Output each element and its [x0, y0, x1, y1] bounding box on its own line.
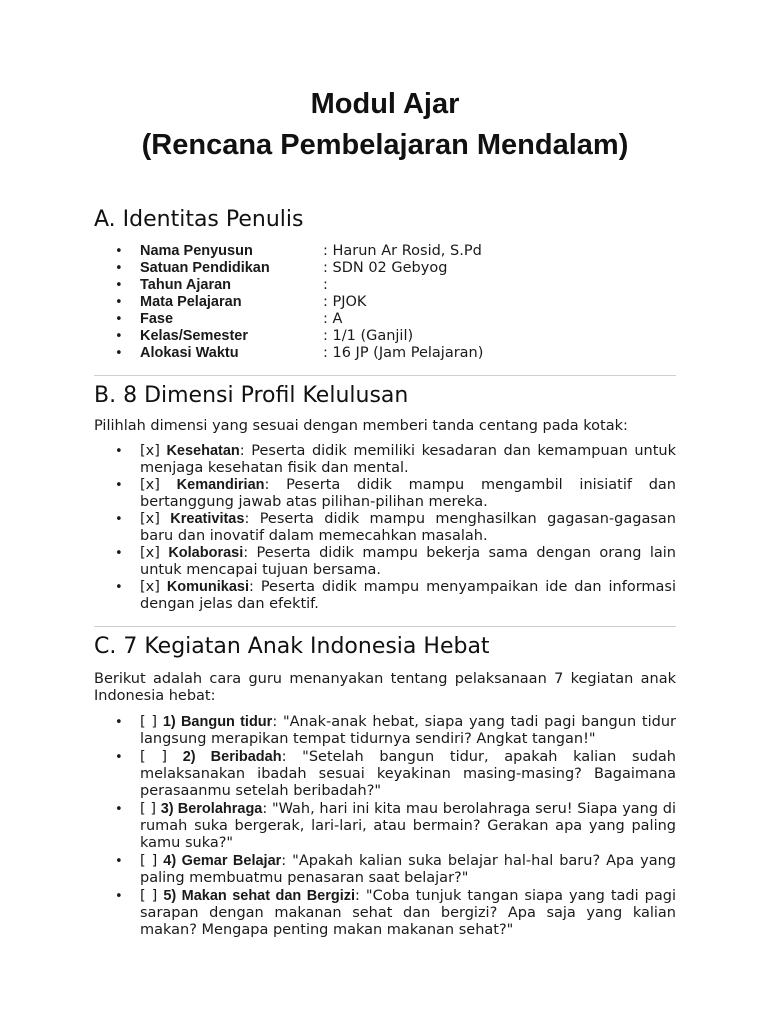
dimensi-list	[94, 443, 676, 613]
checkbox-marker: [ ]	[140, 801, 161, 817]
checkbox-marker: [x]	[140, 443, 167, 459]
kegiatan-term: 1) Bangun tidur	[162, 714, 273, 730]
checkbox-marker: [ ]	[140, 888, 164, 904]
kegiatan-desc: : "Apakah kalian suka belajar hal-hal baru? Apa yang paling membuatmu penasaran saat belajar?"	[140, 853, 676, 886]
dimensi-term: Kolaborasi	[168, 545, 244, 561]
checkbox-marker: [ ]	[140, 714, 163, 730]
section-divider	[94, 375, 676, 376]
checkbox-marker: [ ]	[140, 749, 183, 765]
dimensi-item	[140, 545, 676, 579]
kegiatan-item	[140, 853, 676, 887]
dimensi-desc: : Peserta didik memiliki kesadaran dan kemampuan untuk menjaga kesehatan fisik dan mental.	[140, 443, 676, 476]
identity-value: : SDN 02 Gebyog	[323, 260, 448, 276]
dimensi-term: Kesehatan	[166, 443, 240, 459]
identity-row	[140, 328, 676, 345]
section-c-intro: Berikut adalah cara guru menanyakan tentang pelaksanaan 7 kegiatan anak Indonesia hebat:	[94, 671, 676, 704]
kegiatan-desc: : "Setelah bangun tidur, apakah kalian sudah melaksanakan ibadah sesuai keyakinan masing-masing? Bagaimana perasaanmu setelah beribadah?"	[140, 749, 676, 799]
document-title	[94, 0, 676, 166]
identity-row	[140, 243, 676, 260]
kegiatan-item	[140, 714, 676, 748]
title-line-2: (Rencana Pembelajaran Mendalam)	[141, 129, 629, 161]
identity-value: : 16 JP (Jam Pelajaran)	[323, 345, 484, 361]
identity-label: • Mata Pelajaran	[140, 294, 242, 310]
kegiatan-desc: : "Coba tunjuk tangan siapa yang tadi pagi sarapan dengan makanan sehat dan bergizi? Apa saja yang kalian makan? Mengapa penting makan makanan sehat?"	[140, 888, 676, 938]
dimensi-term: Kemandirian	[176, 477, 265, 493]
dimensi-desc: : Peserta didik mampu mengambil inisiatif dan bertanggung jawab atas pilihan-pilihan mereka.	[140, 477, 676, 510]
section-b-intro: Pilihlah dimensi yang sesuai dengan memberi tanda centang pada kotak:	[94, 418, 628, 434]
kegiatan-term: 3) Berolahraga	[160, 801, 263, 817]
identity-value: : Harun Ar Rosid, S.Pd	[323, 243, 482, 259]
kegiatan-desc: : "Anak-anak hebat, siapa yang tadi pagi bangun tidur langsung merapikan tempat tidurnya sendiri? Angkat tangan!"	[140, 714, 676, 747]
identity-value: : A	[323, 311, 343, 327]
kegiatan-term: 4) Gemar Belajar	[163, 853, 282, 869]
section-identitas-penulis	[94, 206, 676, 362]
kegiatan-item	[140, 801, 676, 852]
dimensi-desc: : Peserta didik mampu menghasilkan gagasan-gagasan baru dan inovatif dalam memecahkan masalah.	[140, 511, 676, 544]
checkbox-marker: [x]	[140, 477, 177, 493]
dimensi-item	[140, 477, 676, 511]
identity-row	[140, 260, 676, 277]
kegiatan-list	[94, 714, 676, 939]
kegiatan-desc: : "Wah, hari ini kita mau berolahraga seru! Siapa yang di rumah suka bergerak, lari-lari, atau bermain? Gerakan apa yang paling kamu suka?"	[140, 801, 676, 851]
section-dimensi-profil	[94, 382, 676, 613]
dimensi-item	[140, 579, 676, 613]
identity-row	[140, 277, 676, 294]
identity-label: • Nama Penyusun	[140, 243, 253, 259]
dimensi-term: Kreativitas	[170, 511, 245, 527]
section-kegiatan-anak	[94, 633, 676, 939]
kegiatan-term: 5) Makan sehat dan Bergizi	[163, 888, 356, 904]
identity-label: • Tahun Ajaran	[140, 277, 232, 293]
identity-value: : 1/1 (Ganjil)	[323, 328, 414, 344]
identity-label: • Fase	[140, 311, 174, 327]
kegiatan-item	[140, 888, 676, 939]
title-line-1: Modul Ajar	[310, 88, 460, 120]
checkbox-marker: [x]	[140, 511, 171, 527]
section-c-heading: C. 7 Kegiatan Anak Indonesia Hebat	[94, 634, 490, 659]
dimensi-term: Komunikasi	[166, 579, 250, 595]
dimensi-item	[140, 511, 676, 545]
identity-label: • Satuan Pendidikan	[140, 260, 270, 276]
identity-list	[94, 243, 676, 362]
dimensi-desc: : Peserta didik mampu menyampaikan ide dan informasi dengan jelas dan efektif.	[140, 579, 676, 612]
section-divider	[94, 626, 676, 627]
identity-value: : PJOK	[323, 294, 367, 310]
dimensi-desc: : Peserta didik mampu bekerja sama dengan orang lain untuk mencapai tujuan bersama.	[140, 545, 676, 578]
dimensi-item	[140, 443, 676, 477]
section-a-heading: A. Identitas Penulis	[94, 207, 304, 232]
identity-label: • Alokasi Waktu	[140, 345, 239, 361]
kegiatan-term: 2) Beribadah	[182, 749, 282, 765]
kegiatan-item	[140, 749, 676, 800]
checkbox-marker: [x]	[140, 579, 167, 595]
identity-value: :	[323, 277, 328, 293]
identity-row	[140, 345, 676, 362]
identity-row	[140, 311, 676, 328]
identity-label: • Kelas/Semester	[140, 328, 249, 344]
checkbox-marker: [x]	[140, 545, 169, 561]
checkbox-marker: [ ]	[140, 853, 164, 869]
section-b-heading: B. 8 Dimensi Profil Kelulusan	[94, 383, 409, 408]
identity-row	[140, 294, 676, 311]
